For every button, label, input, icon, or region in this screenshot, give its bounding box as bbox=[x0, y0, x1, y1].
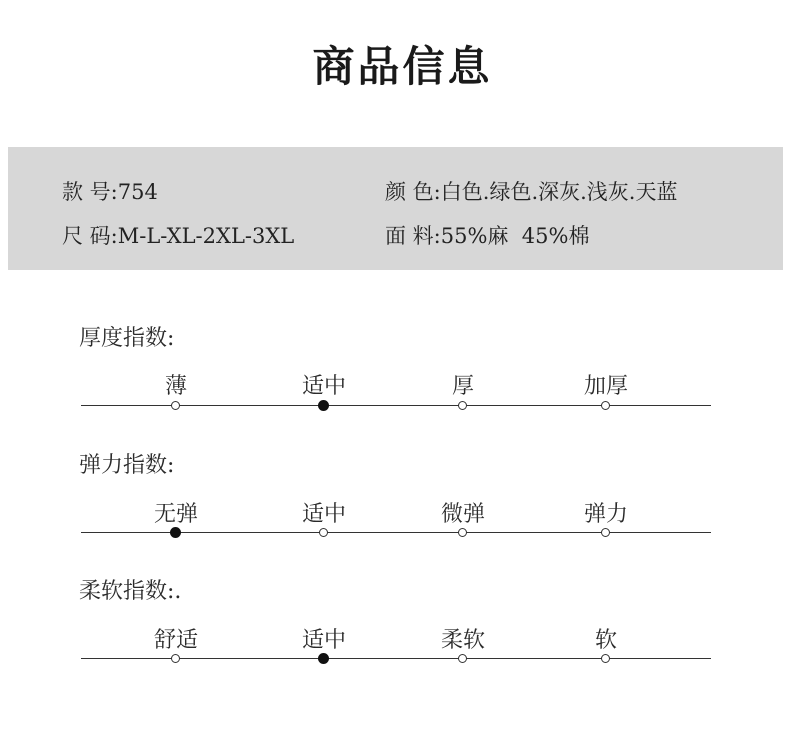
color-value: 白色.绿色.深灰.浅灰.天蓝 bbox=[440, 180, 678, 204]
scale-marker bbox=[171, 401, 180, 410]
elasticity-scale bbox=[81, 497, 711, 537]
thickness-index-label: 厚度指数: bbox=[79, 326, 175, 351]
scale-option-label: 无弹 bbox=[153, 502, 198, 527]
scale-marker bbox=[458, 401, 467, 410]
scale-option-label: 厚 bbox=[451, 374, 474, 399]
scale-option-label: 薄 bbox=[164, 374, 187, 399]
scale-marker bbox=[601, 401, 610, 410]
scale-marker bbox=[601, 528, 610, 537]
size-row bbox=[62, 220, 294, 250]
scale-option-label: 舒适 bbox=[153, 628, 198, 653]
elasticity-index-label: 弹力指数: bbox=[79, 453, 175, 478]
color-row bbox=[385, 176, 677, 206]
scale-marker bbox=[458, 654, 467, 663]
page-title: 商品信息 bbox=[312, 42, 493, 91]
softness-scale bbox=[81, 623, 711, 663]
color-label: 颜 色: bbox=[385, 180, 441, 204]
scale-option-label: 微弹 bbox=[440, 502, 485, 527]
scale-marker bbox=[601, 654, 610, 663]
softness-index-label: 柔软指数:. bbox=[79, 579, 182, 604]
scale-option-label: 加厚 bbox=[583, 374, 628, 399]
scale-option-label: 适中 bbox=[301, 374, 346, 399]
style-number-value: 754 bbox=[117, 180, 158, 204]
scale-option-label: 软 bbox=[594, 628, 617, 653]
scale-marker-selected bbox=[318, 400, 329, 411]
thickness-scale bbox=[81, 369, 711, 409]
scale-marker bbox=[319, 528, 328, 537]
scale-marker-selected bbox=[170, 527, 181, 538]
scale-marker-selected bbox=[318, 653, 329, 664]
scale-option-label: 适中 bbox=[301, 502, 346, 527]
size-value: M-L-XL-2XL-3XL bbox=[117, 224, 295, 248]
scale-option-label: 适中 bbox=[301, 628, 346, 653]
style-number-row bbox=[62, 176, 158, 206]
fabric-value: 55%麻 45%棉 bbox=[440, 224, 590, 248]
size-label: 尺 码: bbox=[62, 224, 118, 248]
scale-option-label: 柔软 bbox=[440, 628, 485, 653]
scale-marker bbox=[171, 654, 180, 663]
product-info-panel bbox=[8, 147, 783, 270]
style-number-label: 款 号: bbox=[62, 180, 118, 204]
fabric-row bbox=[385, 220, 589, 250]
fabric-label: 面 料: bbox=[385, 224, 441, 248]
scale-option-label: 弹力 bbox=[583, 502, 628, 527]
scale-marker bbox=[458, 528, 467, 537]
